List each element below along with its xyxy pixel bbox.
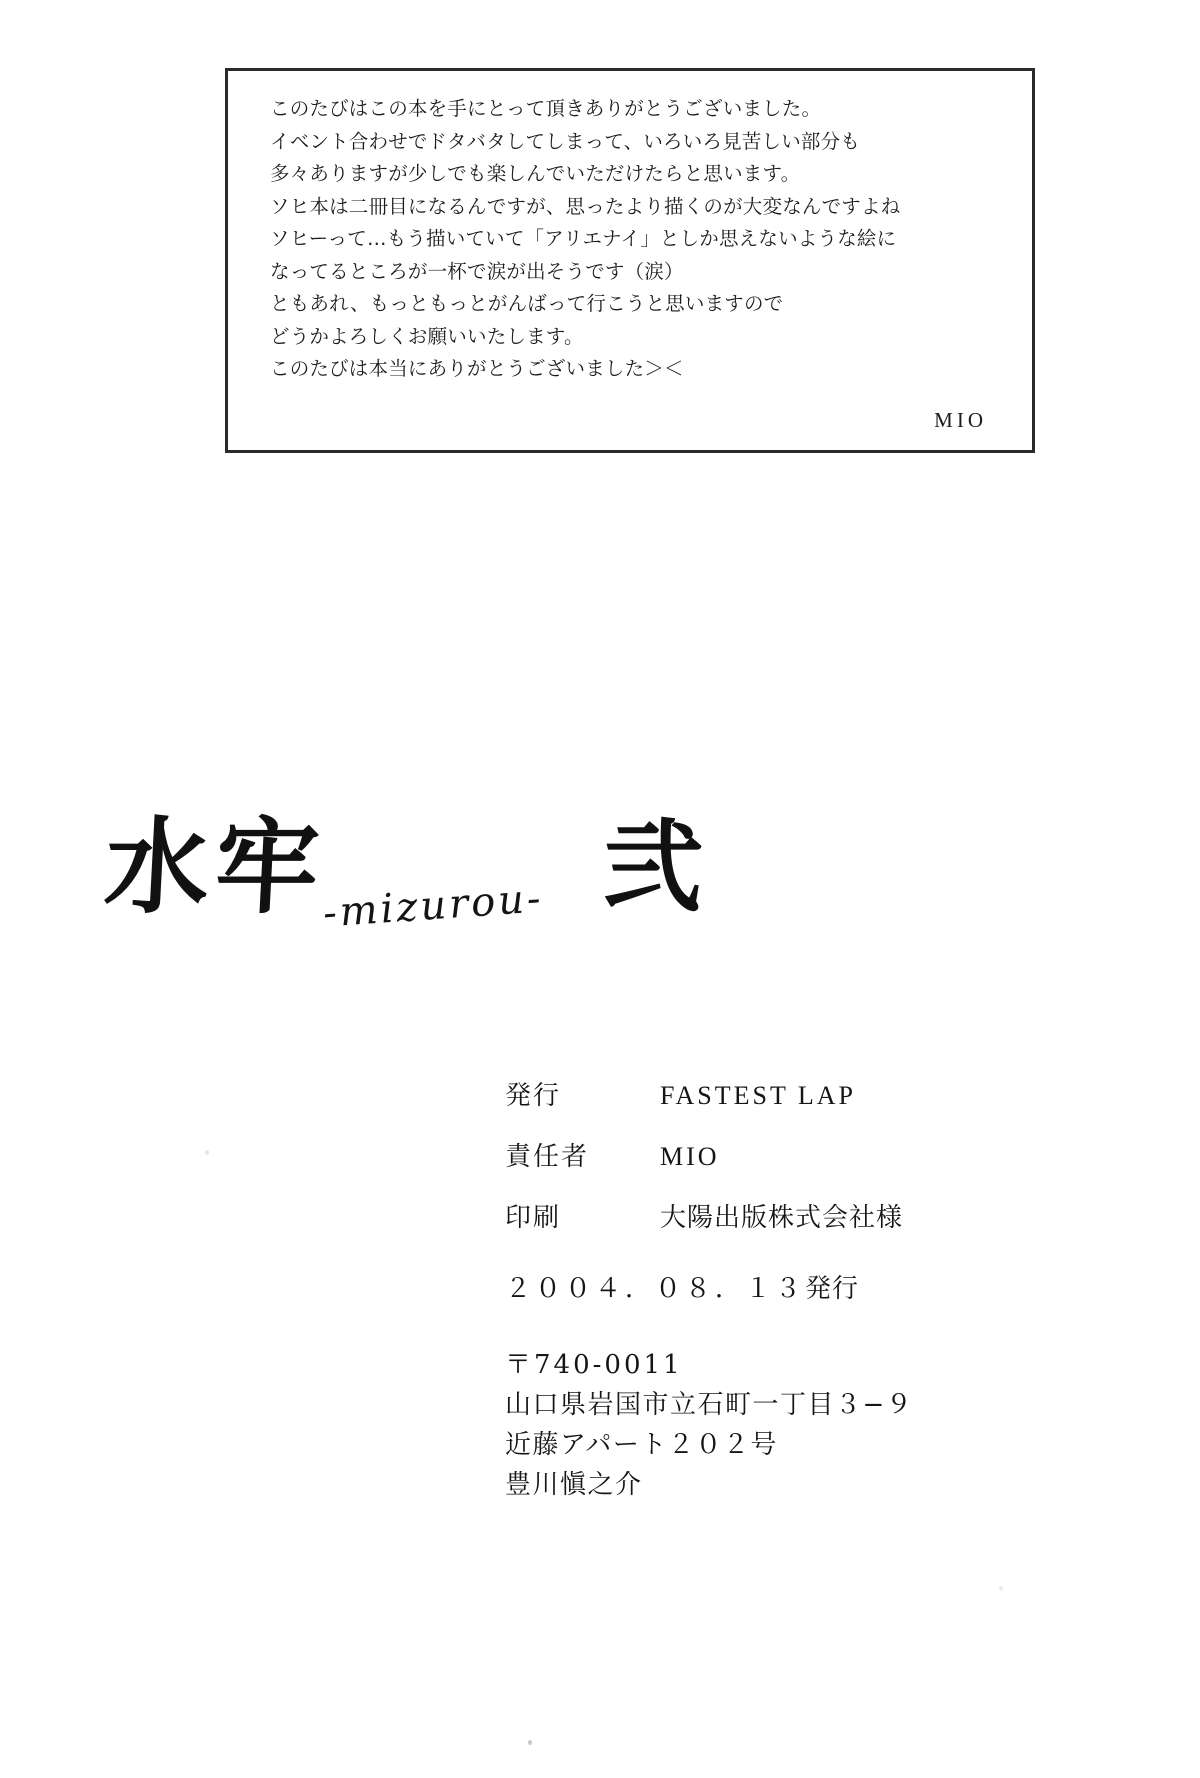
- afterword-line: このたびはこの本を手にとって頂きありがとうございました。: [270, 97, 822, 120]
- scan-speck: [205, 1150, 209, 1155]
- colophon-label: 印刷: [505, 1203, 562, 1233]
- afterword-text: [228, 71, 1032, 386]
- publication-date-suffix: 発行: [805, 1274, 860, 1304]
- title-kanji-primary: 水牢: [101, 805, 329, 928]
- afterword-line: ソヒ本は二冊目になるんですが、思ったより描くのが大変なんですよね: [270, 194, 901, 218]
- title-romaji: -mizurou-: [321, 875, 545, 937]
- colophon: [505, 1075, 1125, 1505]
- afterword-line: なってるところが一杯で涙が出そうです（涙）: [270, 259, 684, 283]
- afterword-line: イベント合わせでドタバタしてしまって、いろいろ見苦しい部分も: [270, 129, 861, 153]
- afterword-line: ソヒーって…もう描いていて「アリエナイ」としか思えないような絵に: [270, 227, 897, 250]
- afterword-line: このたびは本当にありがとうございました＞＜: [270, 357, 684, 380]
- afterword-line: ともあれ、もっともっとがんばって行こうと思いますので: [270, 292, 784, 315]
- afterword-signature: MIO: [934, 407, 987, 432]
- publication-date-number: ２００４．０８．１３: [505, 1274, 806, 1303]
- scan-speck: [999, 1586, 1003, 1591]
- afterword-line: 多々ありますが少しでも楽しんでいただけたらと思います。: [270, 162, 801, 185]
- scan-speck: [528, 1740, 532, 1745]
- address-line: 山口県岩国市立石町一丁目３−９: [505, 1390, 914, 1420]
- title-logo: [95, 805, 795, 975]
- colophon-label: 責任者: [505, 1142, 590, 1172]
- colophon-value: MIO: [660, 1142, 720, 1171]
- colophon-value: FASTEST LAP: [660, 1081, 857, 1110]
- address-line: 近藤アパート２０２号: [505, 1430, 778, 1460]
- colophon-row: [505, 1075, 1125, 1112]
- address-line: 〒740-0011: [505, 1350, 683, 1380]
- colophon-value: 大陽出版株式会社様: [660, 1203, 904, 1233]
- afterword-box: [225, 68, 1035, 453]
- afterword-line: どうかよろしくお願いいたします。: [270, 324, 584, 348]
- publication-date: [505, 1268, 1125, 1305]
- title-kanji-volume: 弐: [599, 808, 707, 926]
- address-line: 豊川愼之介: [505, 1470, 643, 1500]
- colophon-row: [505, 1197, 1125, 1234]
- colophon-row: [505, 1136, 1125, 1173]
- colophon-label: 発行: [505, 1081, 562, 1111]
